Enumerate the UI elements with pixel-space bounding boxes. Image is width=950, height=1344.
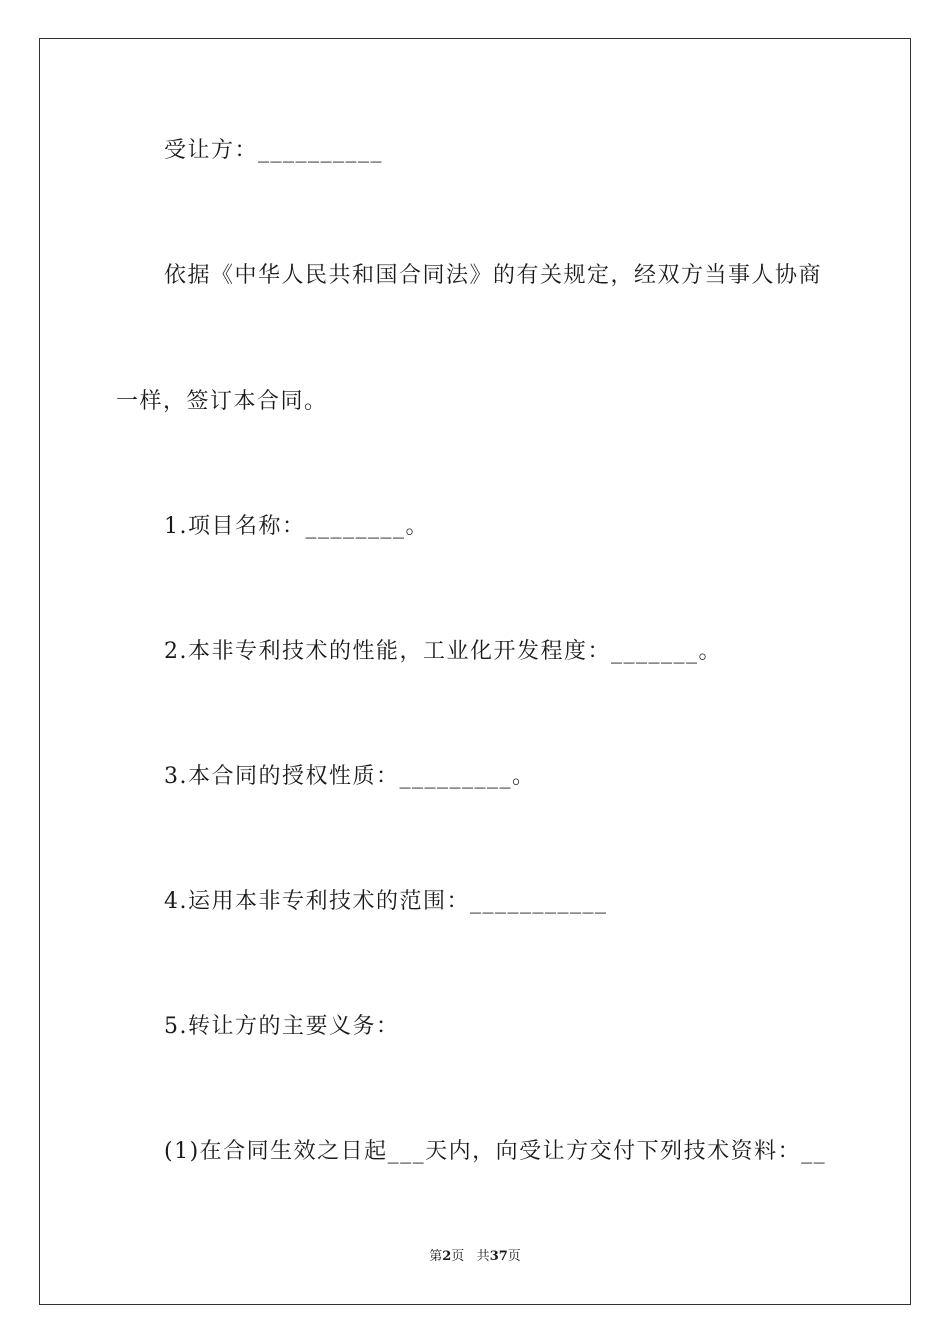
footer-total-prefix: 共 bbox=[476, 1249, 490, 1264]
item-4-usage-scope: 4.运用本非专利技术的范围：___________ bbox=[164, 889, 608, 914]
basis-paragraph-line-2: 一样，签订本合同。 bbox=[116, 389, 328, 414]
footer-prefix: 第 bbox=[429, 1249, 443, 1264]
assignee-line: 受让方：__________ bbox=[164, 138, 384, 163]
item-3-license-nature: 3.本合同的授权性质：_________。 bbox=[164, 764, 536, 789]
page-border bbox=[39, 38, 911, 1305]
basis-paragraph-line-1: 依据《中华人民共和国合同法》的有关规定，经双方当事人协商 bbox=[164, 263, 823, 288]
footer-total-suffix: 页 bbox=[507, 1249, 521, 1264]
item-5-transferor-obligations: 5.转让方的主要义务： bbox=[164, 1014, 400, 1039]
item-1-project-name: 1.项目名称：________。 bbox=[164, 514, 429, 539]
footer-page-suffix: 页 bbox=[451, 1249, 465, 1264]
page-footer bbox=[0, 1248, 950, 1266]
item-5-1-delivery-terms: (1)在合同生效之日起___天内，向受让方交付下列技术资料：__ bbox=[164, 1139, 827, 1164]
item-2-performance: 2.本非专利技术的性能，工业化开发程度：_______。 bbox=[164, 639, 722, 664]
total-pages-number: 37 bbox=[489, 1249, 508, 1264]
current-page-number: 2 bbox=[442, 1249, 452, 1264]
